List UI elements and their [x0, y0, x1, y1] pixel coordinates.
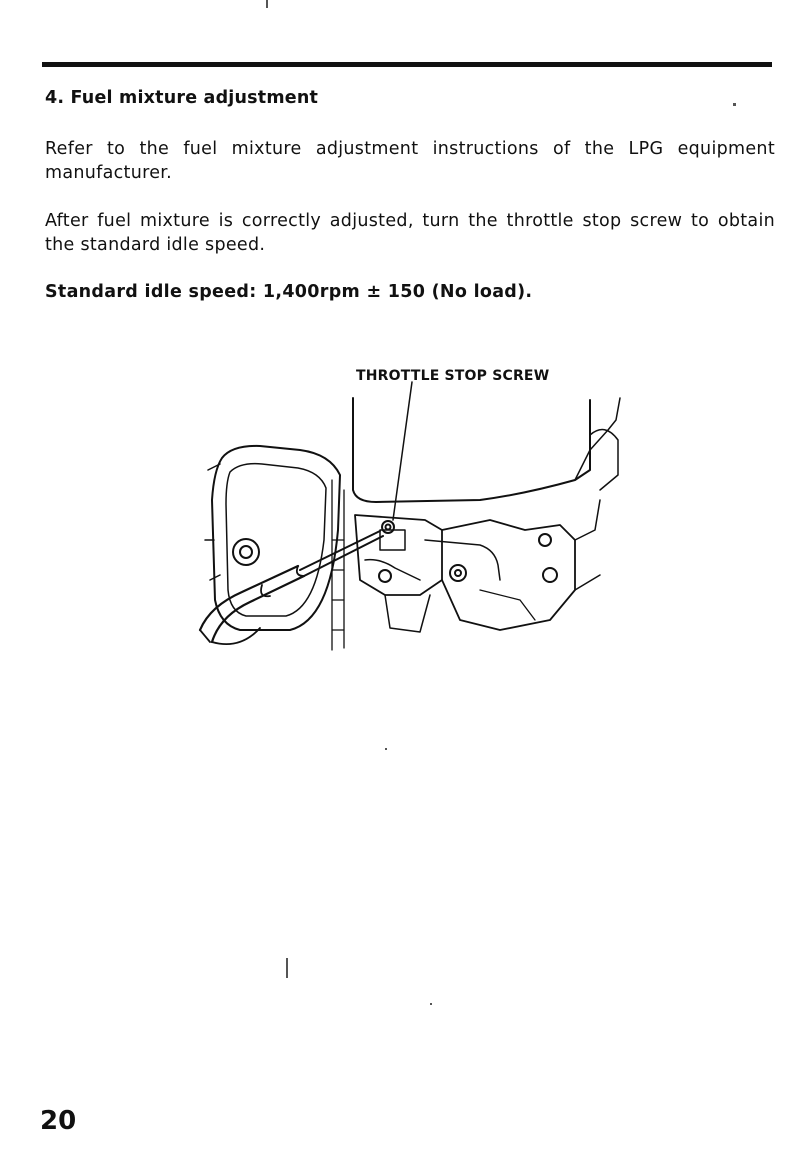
scan-speck: [266, 0, 268, 8]
standard-idle-speed-spec: Standard idle speed: 1,400rpm ± 150 (No load).: [45, 282, 533, 302]
scan-speck: [733, 103, 736, 106]
carburetor-body: [355, 515, 442, 595]
scan-speck: [286, 958, 288, 978]
scan-speck: [385, 748, 387, 750]
scan-speck: [430, 1003, 432, 1005]
section-heading: 4. Fuel mixture adjustment: [45, 88, 319, 108]
paragraph-refer-instructions: Refer to the fuel mixture adjustment instructions of the LPG equipment manufacturer.: [45, 139, 775, 183]
header-rule: [42, 62, 772, 67]
air-cleaner-housing: [353, 398, 590, 502]
paragraph-adjust-throttle: After fuel mixture is correctly adjusted, turn the throttle stop screw to obtain the standard idle speed.: [45, 211, 775, 255]
throttle-stop-screw-label: THROTTLE STOP SCREW: [356, 368, 550, 384]
page-number: 20: [40, 1106, 77, 1136]
callout-leader-line: [393, 382, 412, 520]
carburetor-illustration: [180, 380, 630, 670]
throttle-linkage: [425, 540, 500, 580]
screwdriver-shaft: [300, 531, 380, 570]
